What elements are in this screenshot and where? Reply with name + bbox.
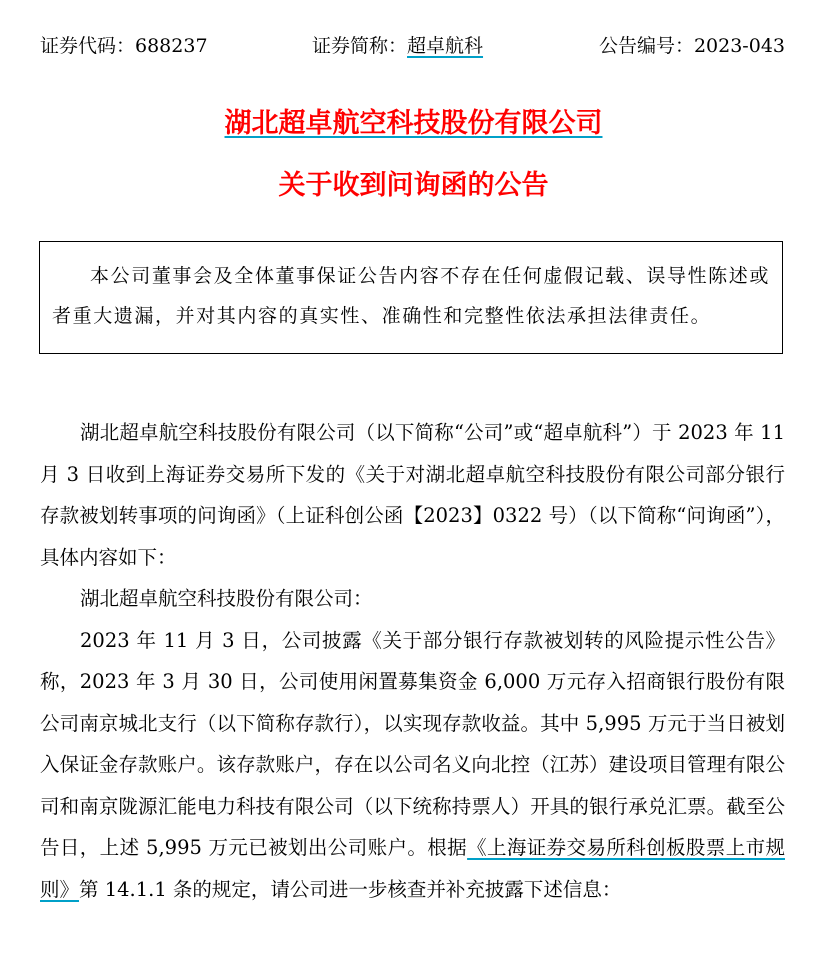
- stock-name-link[interactable]: 超卓航科: [407, 35, 484, 57]
- announcement-number: 公告编号：2023-043: [598, 35, 785, 57]
- document-header: [40, 30, 785, 62]
- announcement-body: [40, 412, 785, 910]
- disclaimer-text: 本公司董事会及全体董事保证公告内容不存在任何虚假记载、误导性陈述或者重大遗漏，并对其内容的真实性、准确性和完整性依法承担法律责任。: [52, 265, 770, 327]
- stock-name-label: 证券简称：: [312, 35, 408, 57]
- company-title-link[interactable]: 湖北超卓航空科技股份有限公司: [224, 108, 603, 139]
- body-paragraph-3-after: 第 14.1.1 条的规定，请公司进一步核查并补充披露下述信息：: [79, 877, 622, 901]
- stock-name-wrap: [312, 30, 483, 62]
- stock-code: 证券代码：688237: [40, 35, 208, 57]
- listing-rules-link[interactable]: 《上海证券交易所科创板股票上市规则》: [40, 836, 785, 901]
- company-title: [0, 106, 827, 142]
- disclaimer-box: [39, 241, 783, 354]
- body-paragraph-2: 湖北超卓航空科技股份有限公司：: [80, 587, 373, 610]
- body-paragraph-3: [40, 620, 785, 911]
- body-paragraph-3-before: 2023 年 11 月 3 日，公司披露《关于部分银行存款被划转的风险提示性公告》称，2023 年 3 月 30 日，公司使用闲置募集资金 6,000 万元存入招商银行股份有限公司南京城北支行（以下简称存款行），以实现存款收益。其中 5,995 万元于当日被划入保证金存款账户。该存款账户，存在以公司名义向北控（江苏）建设项目管理有限公司和南京陇源汇能电力科技有限公司（以下统称持票人）开具的银行承兑汇票。截至公告日，上述 5,995 万元已被划出公司账户。根据: [40, 628, 785, 859]
- body-paragraph-1: 湖北超卓航空科技股份有限公司（以下简称“公司”或“超卓航科”）于 2023 年 11 月 3 日收到上海证券交易所下发的《关于对湖北超卓航空科技股份有限公司部分银行存款被划转事项的问询函》（上证科创公函【2023】0322 号）（以下简称“问询函”），具体内容如下：: [40, 421, 785, 569]
- announcement-title: 关于收到问询函的公告: [278, 170, 549, 201]
